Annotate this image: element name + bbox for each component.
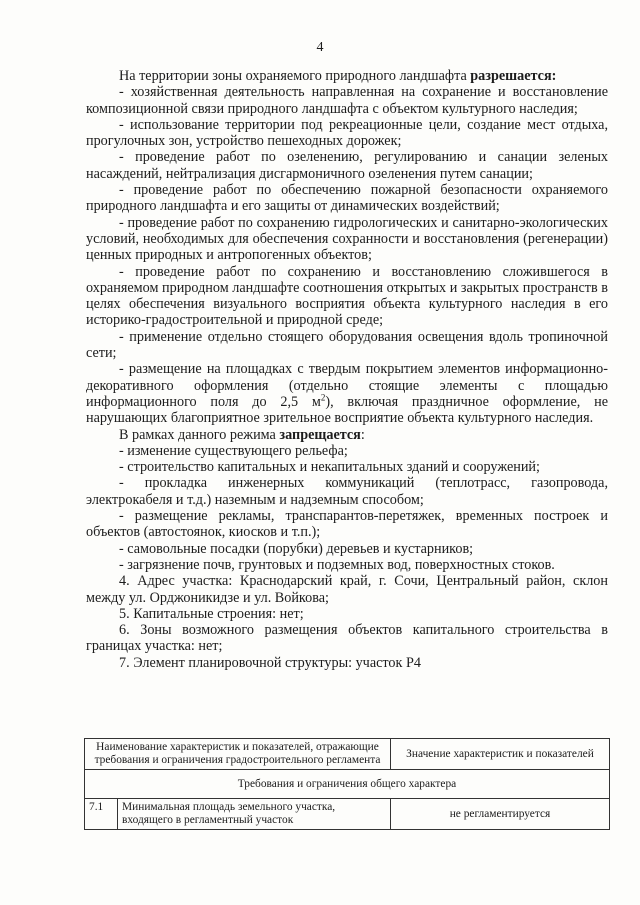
superscript: 2 <box>320 392 326 403</box>
info-zones: 6. Зоны возможного размещения объектов капитального строительства в границах участка: нет; <box>86 622 608 655</box>
regulation-table <box>84 738 610 830</box>
list-item: - применение отдельно стоящего оборудования освещения вдоль тропиночной сети; <box>86 328 608 362</box>
colon: : <box>360 426 365 443</box>
page-number: 4 <box>316 40 324 55</box>
document-body <box>86 68 608 671</box>
section-cell: Требования и ограничения общего характера <box>85 770 610 799</box>
prohibited-heading <box>86 427 608 443</box>
list-item: - самовольные посадки (порубки) деревьев и кустарников; <box>119 540 474 557</box>
list-item: - использование территории под рекреационные цели, создание мест отдыха, прогулочных зон, устройство пешеходных дорожек; <box>86 116 608 150</box>
list-item-text: ), включая праздничное оформление, не нарушающих благоприятное зрительное восприятие объекта культурного наследия. <box>86 393 608 427</box>
info-buildings: 5. Капитальные строения: нет; <box>119 605 304 622</box>
header-name-cell: Наименование характеристик и показателей, отражающие требования и ограничения градостроительного регламента <box>85 739 391 770</box>
list-item: - проведение работ по обеспечению пожарной безопасности охраняемого природного ландшафта и его защиты от динамических воздействий; <box>86 182 608 215</box>
list-item: - изменение существующего рельефа; <box>119 442 348 459</box>
info-address: 4. Адрес участка: Краснодарский край, г. Сочи, Центральный район, склон между ул. Орджоникидзе и ул. Войкова; <box>86 573 608 606</box>
list-item <box>86 361 608 426</box>
table-header-row <box>85 739 610 770</box>
allowed-intro: На территории зоны охраняемого природного ландшафта <box>119 68 467 84</box>
list-item: - прокладка инженерных коммуникаций (теплотрасс, газопровода, электрокабеля и т.д.) наземным и надземным способом; <box>86 475 608 508</box>
header-value-cell: Значение характеристик и показателей <box>391 739 610 770</box>
list-item-text: - размещение на площадках с твердым покрытием элементов информационно-декоративного оформления (отдельно стоящие элементы с площадью информационного поля до 2,5 м <box>86 361 608 410</box>
list-item: - размещение рекламы, транспарантов-перетяжек, временных построек и объектов (автостоянок, киосков и т.п.); <box>86 508 608 541</box>
row-number-cell: 7.1 <box>85 799 118 830</box>
table-section-row <box>85 770 610 799</box>
list-item: - проведение работ по озеленению, регулированию и санации зеленых насаждений, нейтрализация дисгармоничного озеленения путем санации; <box>86 149 608 182</box>
list-item: - проведение работ по сохранению гидрологических и санитарно-экологических условий, необходимых для обеспечения сохранности и восстановления (регенерации) ценных природных и антропогенных объектов; <box>86 214 608 264</box>
list-item: - проведение работ по сохранению и восстановлению сложившегося в охраняемом природном ландшафте соотношения открытых и закрытых пространств в целях обеспечения визуального восприятия объекта культурного наследия в его историко-градостроительной и природной среде; <box>86 263 608 329</box>
allowed-heading <box>86 68 608 84</box>
row-value-cell: не регламентируется <box>391 799 610 830</box>
table-row <box>85 799 610 830</box>
info-element: 7. Элемент планировочной структуры: участок Р4 <box>119 654 421 671</box>
list-item: - строительство капитальных и некапитальных зданий и сооружений; <box>119 459 540 476</box>
list-item: - загрязнение почв, грунтовых и подземных вод, поверхностных стоков. <box>119 556 555 573</box>
list-item: - хозяйственная деятельность направленная на сохранение и восстановление композиционной связи природного ландшафта с объектом культурного наследия; <box>86 84 608 117</box>
allowed-keyword: разрешается: <box>470 68 557 84</box>
row-name-cell: Минимальная площадь земельного участка, входящего в регламентный участок <box>118 799 391 830</box>
prohibited-intro: В рамках данного режима <box>119 426 276 443</box>
prohibited-keyword: запрещается <box>279 426 361 443</box>
